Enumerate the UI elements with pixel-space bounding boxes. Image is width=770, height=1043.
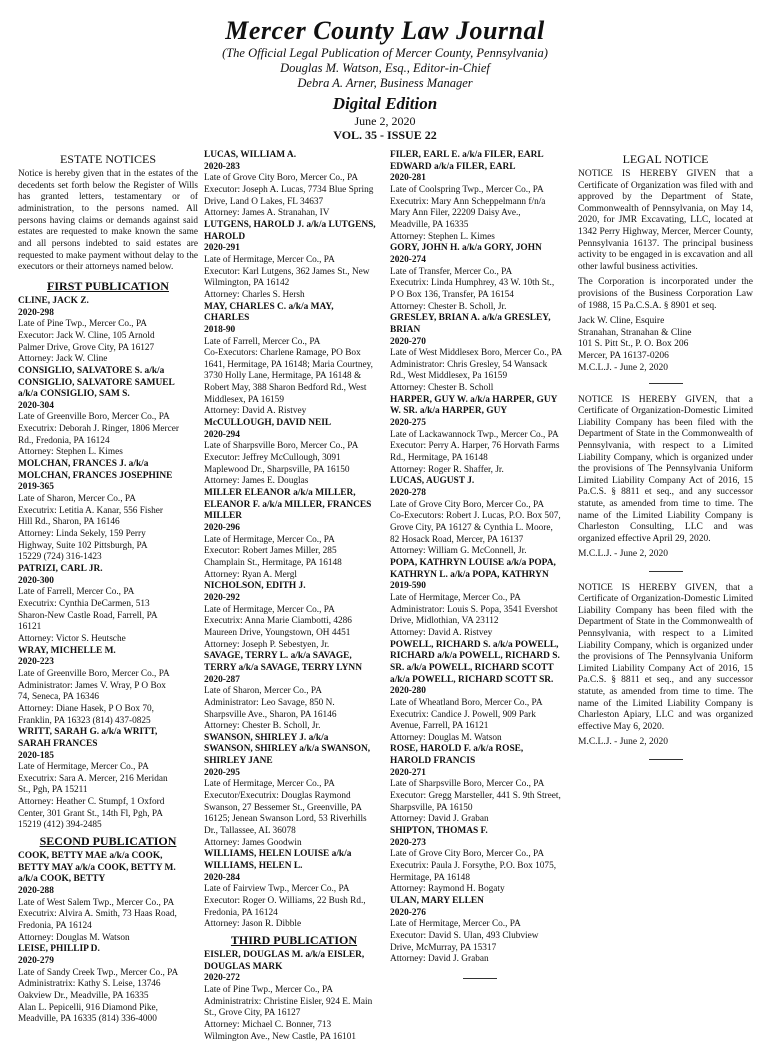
- decedent-name: a/k/a CONSIGLIO, SAM S.: [18, 389, 130, 400]
- legal-notice-jmr: NOTICE IS HEREBY GIVEN that a Certificate of Organization was filed with and approved by the Department of State, Commonwealth of Pennsylvania, on May 14, 2020, for JMR Excavating, LLC, located at 1342 Perry Highway, Mercer, Mercer County, Pennsylvania 16137. The principal business activity to be engaged in is excavation and all other lawful business activities.: [578, 169, 753, 272]
- decedent-name: SWANSON, SHIRLEY a/k/a SWANSON,: [204, 744, 371, 755]
- entry-detail: Administratrix: Kathy S. Leise, 13746: [18, 979, 161, 990]
- entry-detail: Executor: Karl Lutgens, 362 James St., New: [204, 266, 370, 277]
- case-number: 2019-590: [390, 581, 426, 592]
- decedent-name: LEISE, PHILLIP D.: [18, 944, 100, 955]
- estate-entry: [390, 395, 570, 477]
- entry-detail: Attorney: Stephen L. Kimes: [390, 231, 495, 242]
- edition-label: Digital Edition: [332, 94, 438, 113]
- entry-detail: P O Box 136, Transfer, PA 16154: [390, 289, 514, 300]
- entry-detail: Late of Hermitage, Mercer Co., PA: [390, 919, 521, 930]
- case-number: 2020-287: [204, 674, 240, 685]
- decedent-name: RICHARD a/k/a POWELL, RICHARD S.: [390, 651, 560, 662]
- entry-detail: Center, 301 Grant St., 14th Fl, Pgh, PA: [18, 808, 163, 819]
- legal-notice-heading: LEGAL NOTICE: [622, 152, 709, 166]
- entry-detail: Rd., West Middlesex, Pa 16159: [390, 371, 508, 382]
- entry-detail: Late of Transfer, Mercer Co., PA: [390, 266, 513, 277]
- estate-entry: [390, 896, 570, 966]
- entry-detail: Attorney: Douglas M. Watson: [390, 732, 502, 743]
- entry-detail: St., Grove City, PA 16127: [204, 1008, 301, 1019]
- entry-detail: Attorney: Charles S. Hersh: [204, 289, 305, 300]
- entry-detail: Sharpsville Ave., Sharon, PA 16146: [204, 709, 337, 720]
- entry-detail: Late of Sharpsville Boro, Mercer Co., PA: [204, 441, 359, 452]
- entry-detail: Attorney: David J. Graban: [390, 954, 489, 965]
- entry-detail: Late of Hermitage, Mercer Co., PA: [204, 779, 335, 790]
- case-number: 2020-280: [390, 686, 426, 697]
- decedent-name: WILLIAMS, HELEN LOUISE a/k/a: [204, 849, 352, 860]
- entry-detail: Rd., Fredonia, PA 16124: [18, 435, 110, 446]
- legal-notice-jmr-incorporation: The Corporation is incorporated under the provisions of the Business Corporation Law of 1988, 15 Pa.C.S.A. § 8901 et seq.: [578, 277, 753, 311]
- issue-date: June 2, 2020: [354, 114, 416, 128]
- entry-detail: Executor: Perry A. Harper, 76 Horvath Farms: [390, 441, 560, 452]
- entry-detail: Attorney: Jason R. Dibble: [204, 919, 302, 930]
- decedent-name: SWANSON, SHIRLEY J. a/k/a: [204, 732, 329, 743]
- decedent-name: LUCAS, AUGUST J.: [390, 476, 475, 487]
- decedent-name: SHIPTON, THOMAS F.: [390, 826, 488, 837]
- entry-detail: Late of Hermitage, Mercer Co., PA: [390, 592, 521, 603]
- decedent-name: POPA, KATHRYN LOUISE a/k/a POPA,: [390, 557, 556, 568]
- entry-detail: Hermitage, PA 16148: [390, 872, 470, 883]
- case-number: 2020-185: [18, 750, 54, 761]
- attorney-contact: [578, 316, 753, 374]
- case-number: 2020-288: [18, 886, 54, 897]
- journal-subtitle: (The Official Legal Publication of Mercer County, Pennsylvania): [222, 46, 548, 60]
- entry-detail: Attorney: Michael C. Bonner, 713: [204, 1019, 332, 1030]
- entry-detail: 74, Seneca, PA 16346: [18, 692, 100, 703]
- journal-title: Mercer County Law Journal: [225, 16, 545, 45]
- decedent-name: CHARLES: [204, 313, 250, 324]
- legal-notices-column: [578, 150, 753, 1022]
- entry-detail: Dr., Tallassee, AL 36078: [204, 826, 296, 837]
- notice-publication-line: M.C.L.J. - June 2, 2020: [578, 737, 668, 748]
- case-number: 2020-296: [204, 523, 240, 533]
- decedent-name: LUTGENS, HAROLD J. a/k/a LUTGENS,: [204, 219, 376, 230]
- case-number: 2019-365: [18, 482, 54, 493]
- entry-detail: Late of Hermitage, Mercer Co., PA: [204, 254, 335, 265]
- estate-entry: [18, 944, 198, 1026]
- entry-detail: Middlesex, PA 16159: [204, 394, 284, 405]
- separator-rule: [390, 972, 570, 984]
- case-number: 2020-300: [18, 575, 54, 586]
- entry-detail: Attorney: Roger R. Shaffer, Jr.: [390, 464, 504, 475]
- case-number: 2018-90: [204, 324, 236, 335]
- entry-detail: Attorney: Joseph P. Sebestyen, Jr.: [204, 639, 330, 650]
- decedent-name: BRIAN: [390, 324, 421, 335]
- entry-detail: Late of Farrell, Mercer Co., PA: [204, 336, 321, 347]
- decedent-name: TERRY a/k/a SAVAGE, TERRY LYNN: [204, 662, 362, 673]
- entry-detail: Executor: David S. Ulan, 493 Clubview: [390, 930, 539, 941]
- case-number: 2020-278: [390, 488, 426, 499]
- entry-detail: Avenue, Farrell, PA 16121: [390, 721, 489, 732]
- decedent-name: HAROLD FRANCIS: [390, 756, 476, 767]
- publication-section-heading: FIRST PUBLICATION: [47, 278, 169, 293]
- decedent-name: WRAY, MICHELLE M.: [18, 645, 116, 656]
- entry-detail: Attorney: David A. Ristvey: [204, 406, 307, 417]
- entry-detail: 15219 (412) 394-2485: [18, 820, 102, 831]
- entry-detail: Wilmington, PA 16142: [204, 278, 290, 289]
- legal-notice-charleston-apiary: NOTICE IS HEREBY GIVEN, that a Certificate of Organization-Domestic Limited Liability Company has been filed with the Department of State in the Commonwealth of Pennsylvania, with respect to a Limited Liability Company, which is organized under the provisions of The Pennsylvania Uniform Limited Liability Company Act of 2016, 15 Pa.C.S. § 8811 et seq., and any successor statute, as amended from time to time. The name of the Limited Liability Company is Charleston Apiary, LLC and was organized effective May 6, 2020.: [578, 582, 753, 732]
- entry-detail: Drive, McMurray, PA 15317: [390, 942, 497, 953]
- notice-publication-line: M.C.L.J. - June 2, 2020: [578, 549, 668, 560]
- entry-detail: Late of Sharpsville Boro, Mercer Co., PA: [390, 779, 545, 790]
- entry-detail: Executrix: Deborah J. Ringer, 1806 Mercer: [18, 424, 179, 435]
- decedent-name: EDWARD a/k/a FILER, EARL: [390, 161, 516, 172]
- estate-entry: [204, 651, 384, 733]
- entry-detail: Co-Executors: Robert J. Lucas, P.O. Box 507,: [390, 511, 561, 522]
- entry-detail: Executor: Robert James Miller, 285: [204, 546, 337, 557]
- case-number: 2020-270: [390, 336, 426, 347]
- entry-detail: Executrix: Sara A. Mercer, 216 Meridan: [18, 773, 168, 784]
- decedent-name: MOLCHAN, FRANCES JOSEPHINE: [18, 470, 173, 481]
- estate-notices-heading: ESTATE NOTICES: [59, 152, 157, 166]
- entry-detail: Attorney: Stephen L. Kimes: [18, 447, 123, 458]
- entry-detail: Executrix: Anna Marie Ciambotti, 4286: [204, 616, 352, 627]
- estate-entry: [18, 296, 198, 366]
- separator-rule: [578, 565, 753, 577]
- entry-detail: Wilmington Ave., New Castle, PA 16101: [204, 1031, 356, 1042]
- estate-entry: [390, 150, 570, 243]
- entry-detail: Meadville, PA 16335 (814) 336-4000: [18, 1014, 157, 1025]
- estate-entry: [204, 302, 384, 419]
- case-number: 2020-291: [204, 243, 240, 254]
- entry-detail: Co-Executors: Charlene Ramage, PO Box: [204, 348, 361, 359]
- decedent-name: NICHOLSON, EDITH J.: [204, 581, 306, 592]
- estate-entry: [390, 640, 570, 745]
- estate-entry: [204, 581, 384, 651]
- decedent-name: BETTY MAY a/k/a COOK, BETTY M.: [18, 862, 176, 873]
- entry-detail: Mary Ann Filer, 22209 Daisy Ave.,: [390, 208, 521, 219]
- entry-detail: Attorney: Victor S. Heutsche: [18, 633, 126, 644]
- case-number: 2020-279: [18, 956, 54, 966]
- decedent-name: WILLIAMS, HELEN L.: [204, 861, 303, 872]
- estate-entry: [18, 564, 198, 646]
- entry-detail: Fredonia, PA 16124: [18, 921, 92, 932]
- entry-detail: Attorney: David J. Graban: [390, 814, 489, 825]
- entry-detail: Rd., Hermitage, PA 16148: [390, 453, 488, 464]
- entry-detail: Late of Fairview Twp., Mercer Co., PA: [204, 884, 350, 895]
- estate-entry: [204, 220, 384, 302]
- decedent-name: a/k/a POWELL, RICHARD SCOTT SR.: [390, 674, 554, 685]
- contact-line: Mercer, PA 16137-0206: [578, 350, 669, 361]
- estate-entry: [18, 459, 198, 564]
- masthead-subtitle-block: [0, 46, 770, 91]
- entry-detail: Administrator: Chris Gresley, 54 Wansack: [390, 359, 548, 370]
- decedent-name: EISLER, DOUGLAS M. a/k/a EISLER,: [204, 949, 365, 960]
- entry-detail: Executrix: Alvira A. Smith, 73 Haas Road,: [18, 909, 177, 920]
- estate-entry: [18, 727, 198, 832]
- entry-detail: Attorney: William G. McConnell, Jr.: [390, 546, 527, 557]
- entry-detail: 3730 Holly Lane, Hermitage, PA 16148 &: [204, 371, 362, 382]
- decedent-name: KATHRYN L. a/k/a POPA, KATHRYN: [390, 569, 549, 580]
- estate-entry: [204, 418, 384, 488]
- decedent-name: CONSIGLIO, SALVATORE SAMUEL: [18, 377, 175, 388]
- entry-detail: Late of Wheatland Boro, Mercer Co., PA: [390, 697, 543, 708]
- entry-detail: Late of Grove City Boro, Mercer Co., PA: [390, 499, 545, 510]
- case-number: 2020-294: [204, 429, 240, 440]
- decedent-name: HARPER, GUY W. a/k/a HARPER, GUY: [390, 394, 558, 405]
- entry-detail: Attorney: Chester B. Scholl, Jr.: [390, 301, 507, 312]
- estate-entry: [204, 849, 384, 931]
- decedent-name: W. SR. a/k/a HARPER, GUY: [390, 406, 508, 417]
- decedent-name: PATRIZI, CARL JR.: [18, 564, 103, 574]
- decedent-name: MOLCHAN, FRANCES J. a/k/a: [18, 459, 149, 470]
- entry-detail: Meadville, PA 16335: [390, 219, 469, 230]
- decedent-name: MILLER: [204, 511, 243, 522]
- estate-entry: [390, 243, 570, 313]
- entry-detail: Attorney: Diane Hasek, P O Box 70,: [18, 703, 154, 714]
- case-number: 2020-223: [18, 657, 54, 668]
- entry-detail: Late of West Salem Twp., Mercer Co., PA: [18, 897, 175, 908]
- decedent-name: SR. a/k/a POWELL, RICHARD SCOTT: [390, 662, 554, 673]
- decedent-name: DOUGLAS MARK: [204, 961, 283, 972]
- case-number: 2020-271: [390, 767, 426, 778]
- entry-detail: Franklin, PA 16323 (814) 437-0825: [18, 715, 151, 726]
- contact-line: Stranahan, Stranahan & Cline: [578, 327, 692, 338]
- entry-detail: Attorney: James A. Stranahan, IV: [204, 208, 330, 219]
- case-number: 2020-284: [204, 872, 240, 883]
- entry-detail: 1641, Hermitage, PA 16148; Maria Courtney,: [204, 359, 373, 370]
- decedent-name: SHIRLEY JANE: [204, 756, 273, 767]
- estate-entry: [390, 558, 570, 640]
- decedent-name: GRESLEY, BRIAN A. a/k/a GRESLEY,: [390, 313, 551, 324]
- case-number: 2020-276: [390, 907, 426, 918]
- issue-info: [0, 114, 770, 142]
- decedent-name: HAROLD: [204, 231, 246, 242]
- entry-detail: Attorney: Chester B. Scholl, Jr.: [204, 721, 321, 732]
- entry-detail: Sharon-New Castle Road, Farrell, PA: [18, 610, 158, 621]
- case-number: 2020-283: [204, 161, 240, 172]
- entry-detail: Late of Sharon, Mercer Co., PA: [204, 686, 322, 697]
- decedent-name: GORY, JOHN H. a/k/a GORY, JOHN: [390, 243, 542, 254]
- entry-detail: Swanson, 27 Bessemer St., Greenville, PA: [204, 802, 362, 813]
- column-1: [18, 150, 198, 1025]
- decedent-name: SARAH FRANCES: [18, 738, 98, 749]
- entry-detail: Grove City, PA 16127 & Cynthia L. Moore,: [390, 523, 553, 533]
- decedent-name: CONSIGLIO, SALVATORE S. a/k/a: [18, 365, 165, 376]
- case-number: 2020-275: [390, 418, 426, 429]
- entry-detail: Late of Greenville Boro, Mercer Co., PA: [18, 412, 170, 423]
- entry-detail: Fredonia, PA 16124: [204, 907, 278, 918]
- estate-entry: [204, 950, 384, 1043]
- entry-detail: Executrix: Mary Ann Scheppelmann f/n/a: [390, 196, 546, 207]
- case-number: 2020-295: [204, 767, 240, 778]
- separator-rule: [578, 753, 753, 765]
- estate-entry: [204, 733, 384, 850]
- estate-entry: [18, 851, 198, 944]
- estate-entry: [204, 150, 384, 220]
- estate-entry: [204, 488, 384, 581]
- entry-detail: Late of Coolspring Twp., Mercer Co., PA: [390, 184, 544, 195]
- entry-detail: Late of Farrell, Mercer Co., PA: [18, 587, 135, 598]
- estate-entry: [18, 646, 198, 728]
- entry-detail: Attorney: Raymond H. Bogaty: [390, 884, 505, 895]
- estate-entry: [390, 313, 570, 395]
- entry-detail: Administratrix: Christine Eisler, 924 E. Main: [204, 996, 373, 1007]
- decedent-name: CLINE, JACK Z.: [18, 295, 89, 306]
- column-2: [204, 150, 384, 1042]
- decedent-name: COOK, BETTY MAE a/k/a COOK,: [18, 851, 163, 862]
- entry-detail: Attorney: Jack W. Cline: [18, 354, 108, 365]
- editor-line: Douglas M. Watson, Esq., Editor-in-Chief: [280, 61, 490, 75]
- case-number: 2020-292: [204, 592, 240, 603]
- decedent-name: SAVAGE, TERRY L. a/k/a SAVAGE,: [204, 651, 352, 662]
- entry-detail: Attorney: James Goodwin: [204, 837, 302, 848]
- entry-detail: Hill Rd., Sharon, PA 16146: [18, 517, 120, 528]
- column-3: [390, 150, 570, 1022]
- case-number: 2020-281: [390, 173, 426, 184]
- entry-detail: Late of Lackawannock Twp., Mercer Co., PA: [390, 429, 559, 440]
- issue-volume: VOL. 35 - ISSUE 22: [333, 128, 437, 142]
- entry-detail: 82 Hosack Road, Mercer, PA 16137: [390, 534, 524, 545]
- entry-detail: Robert May, 388 Sharon Bedford Rd., West: [204, 383, 367, 394]
- entry-detail: Executor: Jack W. Cline, 105 Arnold: [18, 330, 155, 341]
- entry-detail: Late of Sharon, Mercer Co., PA: [18, 494, 136, 505]
- case-number: 2020-273: [390, 837, 426, 848]
- entry-detail: Late of Pine Twp., Mercer Co., PA: [204, 984, 333, 995]
- entry-detail: Executrix: Cynthia DeCarmen, 513: [18, 598, 150, 609]
- case-number: 2020-272: [204, 973, 240, 984]
- entry-detail: Sharpsville, PA 16150: [390, 802, 473, 813]
- entry-detail: 15229 (724) 316-1423: [18, 552, 102, 563]
- entry-detail: Executor: Joseph A. Lucas, 7734 Blue Spring: [204, 184, 374, 195]
- entry-detail: Executor: Jeffrey McCullough, 3091: [204, 453, 341, 464]
- entry-detail: Attorney: Douglas M. Watson: [18, 932, 130, 943]
- entry-detail: Attorney: Ryan A. Mergl: [204, 569, 297, 580]
- decedent-name: ELEANOR F. a/k/a MILLER, FRANCES: [204, 499, 372, 510]
- entry-detail: Late of Hermitage, Mercer Co., PA: [204, 604, 335, 615]
- entry-detail: Late of Hermitage, Mercer Co., PA: [18, 762, 149, 773]
- contact-line: 101 S. Pitt St., P. O. Box 206: [578, 339, 689, 350]
- manager-line: Debra A. Arner, Business Manager: [297, 76, 473, 90]
- decedent-name: McCULLOUGH, DAVID NEIL: [204, 418, 332, 429]
- estate-entry: [390, 826, 570, 896]
- decedent-name: MILLER ELEANOR a/k/a MILLER,: [204, 488, 356, 499]
- estate-notices-intro: Notice is hereby given that in the estates of the decedents set forth below the Register of Wills has granted letters, testamentary or of administration, to the persons named. All persons having claims or demands against said estates are requested to make known the same and all persons indebted to said estates are requested to make payment without delay to the executors or their attorneys named below.: [18, 169, 198, 273]
- decedent-name: MAY, CHARLES C. a/k/a MAY,: [204, 301, 334, 312]
- case-number: 2020-304: [18, 400, 54, 411]
- entry-detail: Executrix: Letitia A. Kanar, 556 Fisher: [18, 505, 163, 516]
- entry-detail: Oakview Dr., Meadville, PA 16335: [18, 990, 149, 1001]
- entry-detail: Maplewood Dr., Sharpsville, PA 16150: [204, 464, 350, 475]
- entry-detail: Palmer Drive, Grove City, PA 16127: [18, 342, 155, 353]
- decedent-name: LUCAS, WILLIAM A.: [204, 150, 297, 160]
- entry-detail: Highway, Suite 102 Pittsburgh, PA: [18, 540, 148, 551]
- entry-detail: Executrix: Linda Humphrey, 43 W. 10th St.,: [390, 278, 555, 289]
- estate-entry: [390, 744, 570, 826]
- entry-detail: Maureen Drive, Youngstown, OH 4451: [204, 627, 351, 638]
- publication-section-heading: SECOND PUBLICATION: [39, 834, 177, 849]
- decedent-name: a/k/a COOK, BETTY: [18, 874, 106, 885]
- entry-detail: Executor/Executrix: Douglas Raymond: [204, 791, 351, 802]
- entry-detail: Executrix: Paula J. Forsythe, P.O. Box 1075,: [390, 861, 557, 872]
- entry-detail: St., Pgh, PA 15211: [18, 785, 88, 796]
- entry-detail: Late of Grove City Boro, Mercer Co., PA: [390, 849, 545, 860]
- decedent-name: ULAN, MARY ELLEN: [390, 896, 484, 906]
- entry-detail: Alan L. Pepicelli, 916 Diamond Pike,: [18, 1002, 158, 1013]
- legal-notice-charleston-consulting: NOTICE IS HEREBY GIVEN, that a Certificate of Organization-Domestic Limited Liability Company has been filed with the Department of State in the Commonwealth of Pennsylvania, with respect to a Limited Liability Company, which is organized under the provisions of The Pennsylvania Uniform Limited Liability Company Act of 2016, 15 Pa.C.S. § 8811 et seq., and any successor statute, as amended from time to time. The name of the Limited Liability Company is Charleston Consulting, LLC and was organized effective April 29, 2020.: [578, 394, 753, 544]
- entry-detail: Attorney: Heather C. Stumpf, 1 Oxford: [18, 797, 165, 808]
- entry-detail: Administrator: James V. Wray, P O Box: [18, 680, 166, 691]
- entry-detail: 16125; Jenean Swanson Lord, 53 Riverhills: [204, 814, 367, 825]
- contact-line: Jack W. Cline, Esquire: [578, 316, 665, 327]
- entry-detail: Champlain St., Hermitage, PA 16148: [204, 557, 342, 568]
- entry-detail: Drive, Land O Lakes, FL 34637: [204, 196, 324, 207]
- entry-detail: Late of Pine Twp., Mercer Co., PA: [18, 319, 147, 330]
- estate-entry: [390, 476, 570, 558]
- separator-rule: [578, 377, 753, 389]
- entry-detail: Executor: Gregg Marsteller, 441 S. 9th Street,: [390, 791, 561, 802]
- estate-entry: [18, 366, 198, 459]
- decedent-name: FILER, EARL E. a/k/a FILER, EARL: [390, 150, 544, 160]
- entry-detail: Late of Sandy Creek Twp., Mercer Co., PA: [18, 967, 179, 978]
- entry-detail: Attorney: David A. Ristvey: [390, 627, 493, 638]
- entry-detail: Administrator: Leo Savage, 850 N.: [204, 697, 335, 708]
- decedent-name: WRITT, SARAH G. a/k/a WRITT,: [18, 727, 158, 738]
- case-number: 2020-274: [390, 254, 426, 265]
- entry-detail: Attorney: James E. Douglas: [204, 476, 309, 487]
- contact-line: M.C.L.J. - June 2, 2020: [578, 362, 668, 373]
- decedent-name: POWELL, RICHARD S. a/k/a POWELL,: [390, 639, 559, 650]
- entry-detail: Attorney: Chester B. Scholl: [390, 383, 494, 394]
- entry-detail: Administrator: Louis S. Popa, 3541 Evershot: [390, 604, 558, 615]
- entry-detail: Executor: Roger O. Williams, 22 Bush Rd.,: [204, 896, 366, 906]
- case-number: 2020-298: [18, 307, 54, 318]
- entry-detail: Late of Grove City Boro, Mercer Co., PA: [204, 173, 359, 184]
- entry-detail: Late of West Middlesex Boro, Mercer Co., PA: [390, 348, 563, 359]
- entry-detail: Drive, Midlothian, VA 23112: [390, 616, 499, 627]
- entry-detail: Attorney: Linda Sekely, 159 Perry: [18, 529, 146, 540]
- decedent-name: ROSE, HAROLD F. a/k/a ROSE,: [390, 744, 524, 755]
- entry-detail: Executrix: Candice J. Powell, 909 Park: [390, 709, 536, 720]
- publication-section-heading: THIRD PUBLICATION: [230, 932, 358, 947]
- entry-detail: Late of Hermitage, Mercer Co., PA: [204, 534, 335, 545]
- entry-detail: Late of Greenville Boro, Mercer Co., PA: [18, 668, 170, 679]
- entry-detail: 16121: [18, 622, 42, 633]
